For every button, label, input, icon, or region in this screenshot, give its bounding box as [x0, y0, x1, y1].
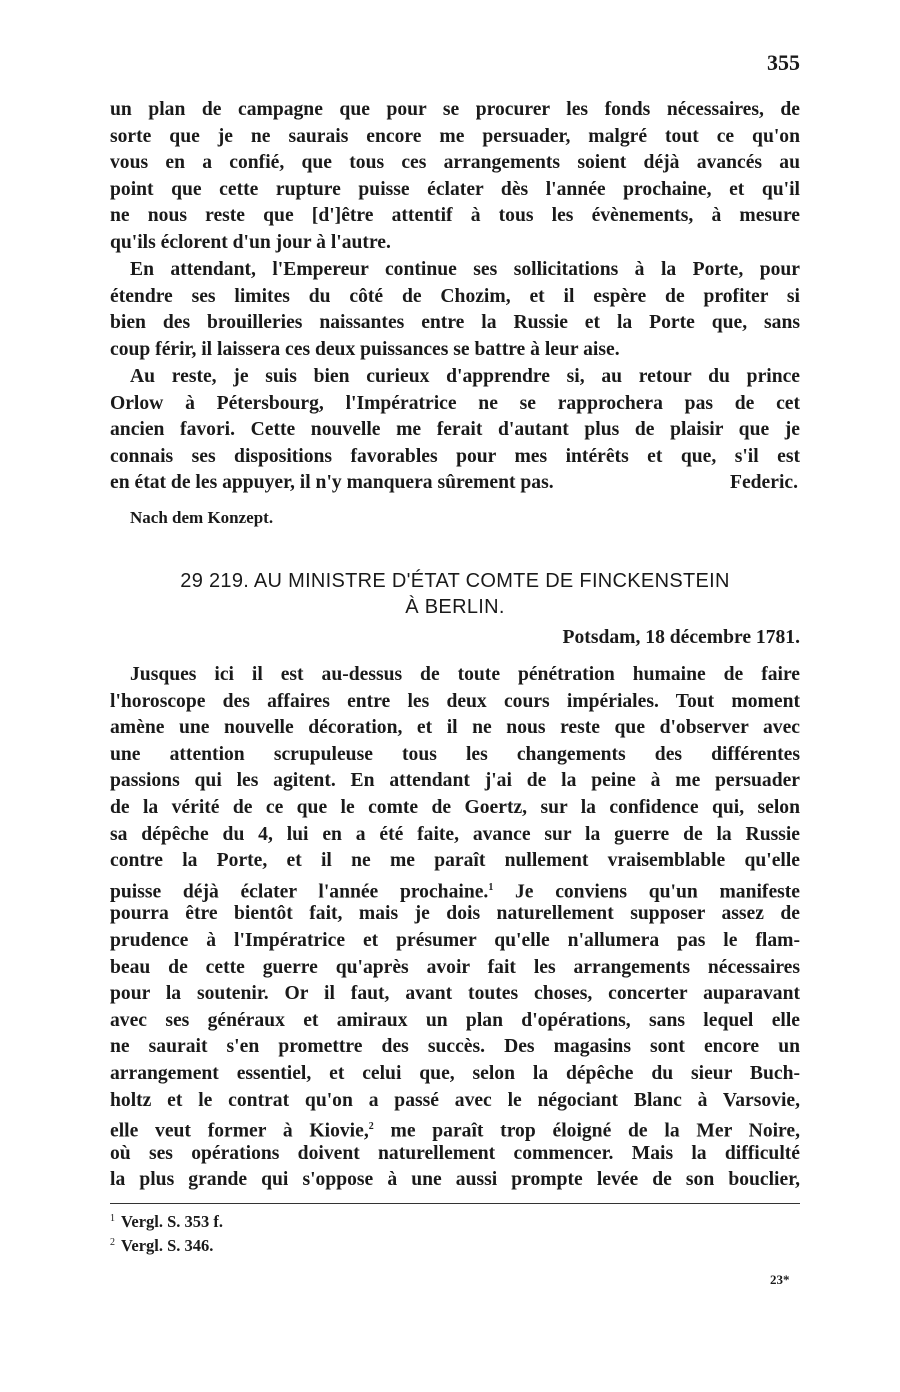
heading-line: À BERLIN. — [405, 596, 505, 618]
text-fragment: elle veut former à Kiovie, — [110, 1120, 369, 1142]
closing-line — [110, 470, 800, 497]
footnote-divider — [110, 1203, 800, 1204]
footnote-marker: 1 — [488, 881, 494, 893]
text-line: où ses opérations doivent naturellement commencer. Mais la difficulté — [110, 1142, 800, 1164]
text-line: en état de les appuyer, il n'y manquera sûrement pas. — [110, 472, 554, 494]
text-line: bien des brouilleries naissantes entre la Russie et la Porte que, sans — [110, 312, 800, 334]
text-line: ne nous reste que [d']être attentif à tous les évènements, à mesure — [110, 205, 800, 227]
text-fragment: puisse déjà éclater l'année prochaine. — [110, 881, 489, 903]
text-line: passions qui les agitent. En attendant j'ai de la peine à me persuader — [110, 770, 800, 792]
text-line: coup férir, il laissera ces deux puissances se battre à leur aise. — [110, 338, 620, 360]
paragraph-continuation — [110, 97, 800, 257]
text-line-with-footnote — [110, 1114, 800, 1141]
footnote-marker: 2 — [368, 1121, 374, 1133]
text-line: ancien favori. Cette nouvelle me ferait d'autant plus de plaisir que je — [110, 419, 800, 441]
dateline: Potsdam, 18 décembre 1781. — [562, 627, 800, 648]
text-line: point que cette rupture puisse éclater dès l'année prochaine, et qu'il — [110, 178, 800, 200]
footnote-number: 2 — [110, 1236, 115, 1248]
footnote-text: Vergl. S. 353 f. — [121, 1212, 224, 1231]
text-line: avec ses généraux et amiraux un plan d'opérations, sans lequel elle — [110, 1009, 800, 1031]
letter-body — [110, 662, 800, 1194]
text-line: l'horoscope des affaires entre les deux cours impériales. Tout moment — [110, 690, 800, 712]
paragraph-orlow — [110, 364, 800, 497]
text-line: pourra être bientôt fait, mais je dois naturellement supposer assez de — [110, 903, 800, 925]
source-note: Nach dem Konzept. — [130, 508, 274, 527]
heading-line: 29 219. AU MINISTRE D'ÉTAT COMTE DE FINCKENSTEIN — [180, 570, 730, 592]
footnote — [110, 1212, 223, 1232]
printer-signature-mark: 23* — [770, 1272, 790, 1287]
footnote — [110, 1236, 213, 1256]
text-line: vous en a confié, que tous ces arrangements soient déjà avancés au — [110, 152, 800, 174]
footnote-number: 1 — [110, 1212, 115, 1224]
text-fragment: Je conviens qu'un manifeste — [493, 881, 800, 903]
text-line: connais ses dispositions favorables pour mes intérêts et que, s'il est — [110, 445, 800, 467]
signature: Federic. — [730, 472, 798, 494]
text-line: Au reste, je suis bien curieux d'apprendre si, au retour du prince — [130, 366, 800, 387]
footnote-text: Vergl. S. 346. — [121, 1236, 214, 1255]
text-line: sorte que je ne saurais encore me persuader, malgré tout ce qu'on — [110, 125, 800, 147]
text-line: un plan de campagne que pour se procurer les fonds nécessaires, de — [110, 99, 800, 120]
text-line: pour la soutenir. Or il faut, avant toutes choses, concerter auparavant — [110, 983, 800, 1005]
text-line: En attendant, l'Empereur continue ses sollicitations à la Porte, pour — [130, 259, 800, 280]
text-line: ne saurait s'en promettre des succès. Des magasins sont encore un — [110, 1036, 800, 1058]
text-line: amène une nouvelle décoration, et il ne nous reste que d'observer avec — [110, 717, 800, 739]
text-line: holtz et le contrat qu'on a passé avec le négociant Blanc à Varsovie, — [110, 1089, 800, 1111]
text-line: qu'ils éclorent d'un jour à l'autre. — [110, 231, 391, 253]
letter-heading — [110, 568, 800, 620]
text-fragment: me paraît trop éloigné de la Mer Noire, — [373, 1120, 800, 1142]
text-line: sa dépêche du 4, lui en a été faite, avance sur la guerre de la Russie — [110, 823, 800, 845]
text-line: étendre ses limites du côté de Chozim, et il espère de profiter si — [110, 285, 800, 307]
text-line: Jusques ici il est au-dessus de toute pénétration humaine de faire — [130, 664, 800, 685]
text-line: contre la Porte, et il ne me paraît nullement vraisemblable qu'elle — [110, 850, 800, 872]
text-line: arrangement essentiel, et celui que, selon la dépêche du sieur Buch- — [110, 1062, 800, 1084]
text-line: la plus grande qui s'oppose à une aussi prompte levée de son bouclier, — [110, 1169, 800, 1191]
text-line: de la vérité de ce que le comte de Goertz, sur la confidence qui, selon — [110, 796, 800, 818]
text-line: Orlow à Pétersbourg, l'Impératrice ne se rapprochera pas de cet — [110, 392, 800, 414]
text-line: une attention scrupuleuse tous les changements des différentes — [110, 743, 800, 765]
text-line-with-footnote — [110, 875, 800, 902]
paragraph-emperor — [110, 257, 800, 363]
text-line: prudence à l'Impératrice et présumer qu'elle n'allumera pas le flam- — [110, 929, 800, 951]
page-number: 355 — [767, 50, 800, 75]
text-line: beau de cette guerre qu'après avoir fait les arrangements nécessaires — [110, 956, 800, 978]
